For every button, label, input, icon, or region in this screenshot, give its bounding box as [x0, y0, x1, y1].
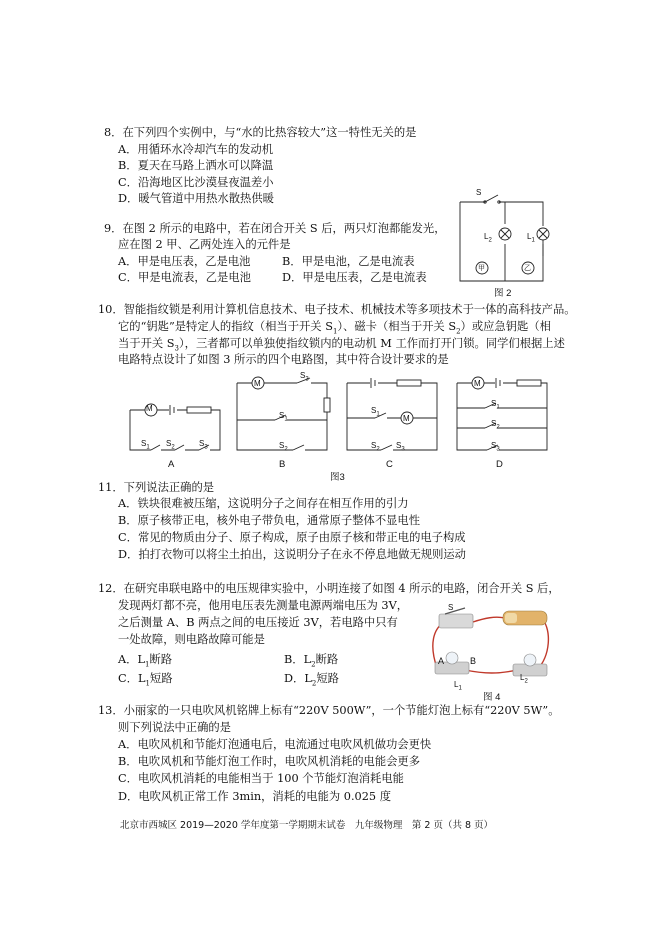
fig3a-s1-label: $S_1$: [141, 439, 150, 451]
q9-option-c: C．甲是电流表，乙是电池: [118, 271, 251, 284]
q12-line3: 之后测量 A、B 两点之间的电压接近 3V，若电路中只有: [118, 616, 398, 629]
fig2-yi-label: 乙: [524, 265, 531, 272]
q11-option-c: C．常见的物质由分子、原子构成，原子由原子核和带正电的电子构成: [118, 531, 466, 544]
fig3-label-d: D: [496, 459, 503, 470]
fig4-switch-label: S: [448, 603, 454, 612]
q12-option-d: D．$L_2$短路: [284, 672, 339, 688]
fig3c-s1-label: $S_1$: [371, 406, 380, 418]
fig2-l2-label: $L_2$: [484, 232, 492, 244]
q9-option-d: D．甲是电压表，乙是电流表: [282, 271, 427, 284]
q12-line2: 发现两灯都不亮，他用电压表先测量电源两端电压为 3V，: [118, 599, 409, 612]
q10-line1: 10．智能指纹锁是利用计算机信息技术、电子技术、机械技术等多项技术于一体的高科技产品。: [98, 303, 576, 316]
q9-option-a: A．甲是电压表，乙是电池: [118, 255, 251, 268]
fig3-label-c: C: [386, 459, 393, 470]
q11-stem: 11．下列说法正确的是: [98, 481, 215, 494]
q13-option-d: D．电吹风机正常工作 3min，消耗的电能为 0.025 度: [118, 790, 392, 803]
q12-option-b: B．$L_2$断路: [284, 653, 339, 669]
fig2-jia-label: 甲: [478, 265, 485, 272]
q8-option-b: B．夏天在马路上洒水可以降温: [118, 159, 274, 172]
q13-line2: 则下列说法中正确的是: [118, 721, 231, 734]
fig3a-s2-label: $S_2$: [166, 439, 175, 451]
q8-option-c: C．沿海地区比沙漠昼夜温差小: [118, 176, 274, 189]
q10-line4: 电路特点设计了如图 3 所示的四个电路图，其中符合设计要求的是: [118, 353, 449, 366]
fig2-caption: 图 2: [494, 288, 512, 299]
fig3b-s1-label: $S_1$: [279, 411, 288, 423]
fig4-point-a: A: [438, 656, 445, 666]
q12-line1: 12．在研究串联电路中的电压规律实验中，小明连接了如图 4 所示的电路，闭合开关 S 后，: [98, 582, 560, 595]
q11-option-b: B．原子核带正电，核外电子带负电，通常原子整体不显电性: [118, 514, 421, 527]
page-footer: 北京市西城区 2019—2020 学年度第一学期期末试卷 九年级物理 第 2 页（共 8 页）: [120, 820, 494, 831]
fig3d-motor-label: M: [474, 379, 481, 388]
q13-line1: 13．小丽家的一只电吹风机铭牌上标有“220V 500W”，一个节能灯泡上标有“220V 5W”。: [98, 704, 560, 717]
fig3c-motor-label: M: [403, 414, 410, 423]
fig4-l2-label: $L_2$: [520, 673, 528, 685]
fig3b-s2-label: $S_2$: [279, 441, 288, 453]
q8-stem: 8．在下列四个实例中，与“水的比热容较大”这一特性无关的是: [104, 126, 417, 139]
q12-option-c: C．$L_1$短路: [118, 672, 173, 688]
fig3b-motor-label: M: [254, 379, 261, 388]
figure-2-circuit: [455, 186, 560, 286]
q10-line3: 当于开关 $S_3$），三者都可以单独使指纹锁内的电动机 M 工作而打开门锁。同学们根据上述: [118, 337, 565, 353]
fig3d-s3-label: $S_3$: [491, 441, 500, 453]
q12-line4: 一处故障，则电路故障可能是: [118, 633, 265, 646]
fig3-label-a: A: [168, 459, 175, 470]
q11-option-a: A．铁块很难被压缩，这说明分子之间存在相互作用的引力: [118, 497, 409, 510]
q8-option-d: D．暖气管道中用热水散热供暖: [118, 192, 274, 205]
fig3-caption: 图3: [330, 472, 345, 483]
q10-line2: 它的“钥匙”是特定人的指纹（相当于开关 $S_1$）、磁卡（相当于开关 $S_2$）或应急钥匙（相: [118, 320, 551, 336]
q8-option-a: A．用循环水冷却汽车的发动机: [118, 143, 274, 156]
fig4-l1-label: $L_1$: [454, 680, 462, 692]
q9-option-b: B．甲是电池，乙是电流表: [282, 255, 415, 268]
q9-stem-line1: 9．在图 2 所示的电路中，若在闭合开关 S 后，两只灯泡都能发光，: [104, 222, 446, 235]
fig2-l1-label: $L_1$: [527, 232, 535, 244]
fig3b-s3-label: $S_3$: [300, 371, 309, 383]
fig3d-s2-label: $S_2$: [491, 419, 500, 431]
fig3a-motor-label: M: [146, 404, 153, 413]
fig3d-s1-label: $S_1$: [491, 399, 500, 411]
q9-stem-line2: 应在图 2 甲、乙两处连入的元件是: [118, 238, 291, 251]
fig3c-s3-label: $S_3$: [396, 441, 405, 453]
fig4-caption: 图 4: [483, 692, 501, 703]
fig3a-s3-label: $S_3$: [199, 439, 208, 451]
fig4-point-b: B: [470, 656, 477, 666]
fig3c-s2-label: $S_2$: [371, 441, 380, 453]
q13-option-b: B．电吹风机和节能灯泡工作时，电吹风机消耗的电能会更多: [118, 755, 421, 768]
q13-option-c: C．电吹风机消耗的电能相当于 100 个节能灯泡消耗电能: [118, 772, 404, 785]
q12-option-a: A．$L_1$断路: [118, 653, 173, 669]
figure-4-circuit-photo: [425, 600, 555, 690]
q13-option-a: A．电吹风机和节能灯泡通电后，电流通过电吹风机做功会更快: [118, 738, 432, 751]
fig2-switch-label: S: [476, 188, 482, 197]
q11-option-d: D．拍打衣物可以将尘土拍出，这说明分子在永不停息地做无规则运动: [118, 548, 466, 561]
fig3-label-b: B: [279, 459, 286, 470]
